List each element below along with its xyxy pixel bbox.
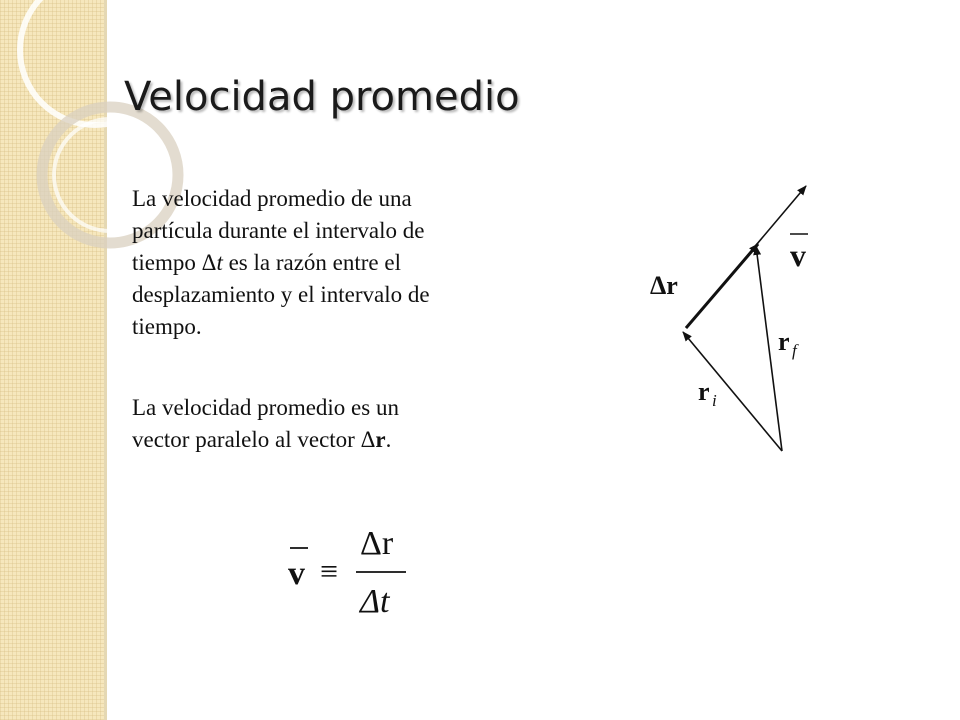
formula-equiv-symbol: ≡ bbox=[320, 553, 339, 589]
displacement-vector-symbol: r bbox=[375, 427, 386, 452]
final-position-label: r bbox=[778, 327, 790, 356]
period: . bbox=[385, 427, 392, 452]
formula-velocity-symbol: v bbox=[288, 555, 305, 592]
formula-numerator: Δr bbox=[360, 525, 394, 562]
velocity-label: v bbox=[790, 237, 806, 273]
delta-symbol: Δ bbox=[201, 250, 217, 275]
displacement-vector-arrow bbox=[686, 244, 758, 328]
slide-title: Velocidad promedio bbox=[124, 74, 520, 120]
delta-symbol: Δ bbox=[360, 427, 376, 452]
displacement-label: Δr bbox=[650, 271, 678, 300]
parallel-vector-paragraph bbox=[132, 392, 562, 456]
definition-line-5: tiempo. bbox=[132, 314, 202, 339]
initial-position-label: r bbox=[698, 377, 710, 406]
time-variable: t bbox=[216, 250, 223, 275]
definition-line-3a: tiempo bbox=[132, 250, 202, 275]
initial-position-subscript: i bbox=[712, 391, 717, 410]
definition-line-2: partícula durante el intervalo de bbox=[132, 218, 425, 243]
definition-line-4: desplazamiento y el intervalo de bbox=[132, 282, 430, 307]
definition-paragraph bbox=[132, 183, 562, 343]
final-position-subscript: f bbox=[792, 341, 797, 360]
definition-line-3b: es la razón entre el bbox=[222, 250, 401, 275]
formula-denominator: Δt bbox=[360, 583, 390, 620]
vector-diagram bbox=[640, 170, 840, 470]
average-velocity-formula bbox=[280, 520, 440, 630]
definition-line-1: La velocidad promedio de una bbox=[132, 186, 412, 211]
parallel-line-1: La velocidad promedio es un bbox=[132, 395, 399, 420]
parallel-line-2a: vector paralelo al vector bbox=[132, 427, 361, 452]
